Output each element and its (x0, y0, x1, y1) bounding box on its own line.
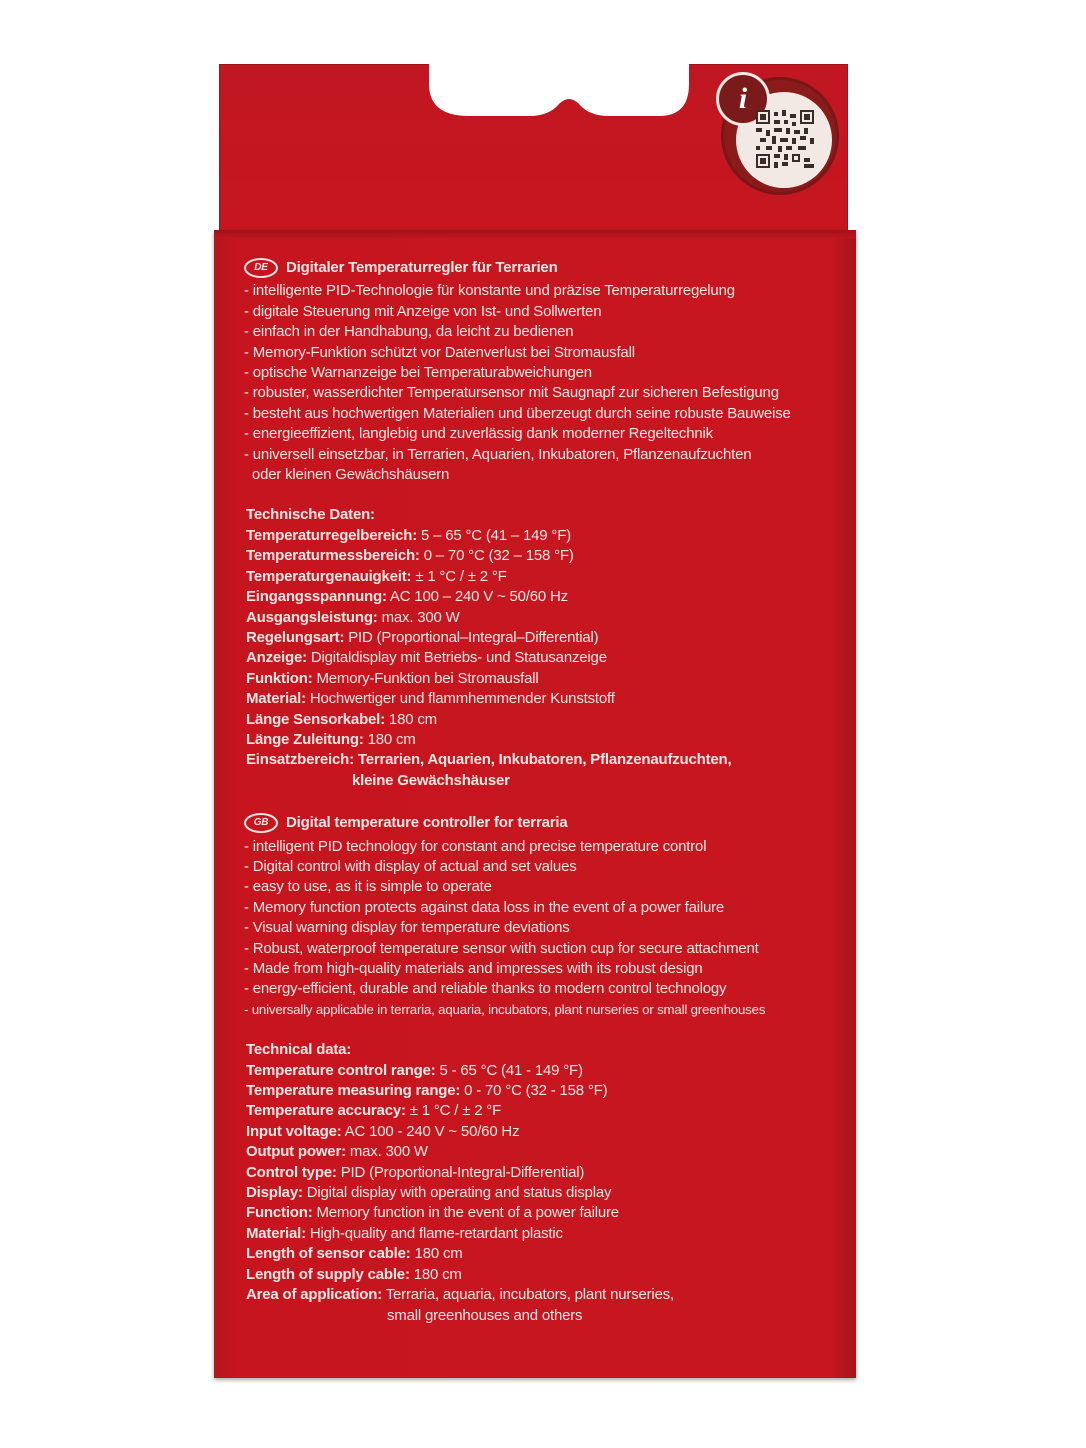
spec-row (246, 689, 836, 709)
info-qr-badge (724, 80, 836, 192)
spec-key: Output power: (246, 1143, 346, 1161)
spec-value: Terrarien, Aquarien, Inkubatoren, Pflanzenaufzuchten, (353, 751, 732, 769)
spec-row (246, 1203, 836, 1223)
spec-row (246, 1061, 836, 1081)
spec-row (246, 1122, 836, 1142)
spec-value: 180 cm (363, 730, 416, 748)
spec-row (246, 1081, 836, 1101)
spec-key: Ausgangsleistung: (246, 608, 378, 626)
spec-value: Digitaldisplay mit Betriebs- und Statusanzeige (306, 649, 607, 667)
spec-key: Control type: (246, 1163, 337, 1181)
spec-value: AC 100 - 240 V ~ 50/60 Hz (341, 1122, 520, 1140)
spec-row (246, 730, 836, 750)
list-item: - optische Warnanzeige bei Temperaturabweichungen (244, 364, 592, 382)
spec-value: 0 - 70 °C (32 - 158 °F) (460, 1082, 608, 1100)
spec-value: 180 cm (409, 1265, 462, 1283)
package-back-panel (214, 230, 856, 1378)
spec-value: PID (Proportional–Integral–Differential) (344, 628, 599, 646)
list-item: oder kleinen Gewächshäusern (244, 466, 450, 484)
spec-value: Terraria, aquaria, incubators, plant nurseries, (382, 1286, 674, 1304)
spec-key: Temperature accuracy: (246, 1102, 406, 1120)
spec-row (246, 669, 836, 689)
de-language-badge: DE (244, 258, 278, 278)
spec-key: Input voltage: (246, 1122, 342, 1140)
spec-row (246, 587, 836, 607)
spec-key: Length of sensor cable: (246, 1245, 411, 1263)
spec-key: Temperaturgenauigkeit: (246, 567, 412, 585)
spec-row (246, 1163, 836, 1183)
spec-key: Length of supply cable: (246, 1265, 410, 1283)
spec-key: Material: (246, 1224, 306, 1242)
spec-value: 180 cm (384, 710, 437, 728)
spec-key: Einsatzbereich: (246, 751, 354, 769)
list-item: - energieeffizient, langlebig und zuverlässig dank moderner Regeltechnik (244, 425, 713, 443)
list-item: - Visual warning display for temperature deviations (244, 919, 570, 937)
panel-top-edge (214, 230, 856, 238)
spec-value: ± 1 °C / ± 2 °F (411, 567, 507, 585)
de-heading (244, 258, 836, 278)
spec-value: max. 300 W (345, 1143, 428, 1161)
spec-value: max. 300 W (377, 608, 460, 626)
spec-value: Digital display with operating and status display (302, 1184, 612, 1202)
spec-row (246, 628, 836, 648)
spec-key: Temperaturregelbereich: (246, 526, 418, 544)
de-title: Digitaler Temperaturregler für Terrarien (286, 259, 558, 276)
gb-specs-list (244, 1061, 836, 1326)
spec-row (246, 1224, 836, 1244)
spec-value: AC 100 – 240 V ~ 50/60 Hz (386, 588, 568, 606)
gb-language-badge: GB (244, 813, 278, 833)
de-feature-list (244, 281, 836, 485)
spec-row (246, 710, 836, 730)
spec-row (246, 1265, 836, 1285)
spec-value-continuation: kleine Gewächshäuser (352, 771, 510, 789)
list-item: - besteht aus hochwertigen Materialien und überzeugt durch seine robuste Bauweise (244, 404, 791, 422)
spec-row (246, 1183, 836, 1203)
spec-key: Temperature control range: (246, 1061, 436, 1079)
list-item: - intelligente PID-Technologie für konstante und präzise Temperaturregelung (244, 282, 735, 300)
qr-code-icon (756, 110, 814, 168)
info-icon: i (716, 72, 770, 126)
spec-key: Funktion: (246, 669, 313, 687)
de-specs-list (244, 526, 836, 791)
spec-value: Memory-Funktion bei Stromausfall (312, 669, 539, 687)
spec-row (246, 1101, 836, 1121)
spec-value: 5 - 65 °C (41 - 149 °F) (435, 1061, 583, 1079)
list-item: - Memory-Funktion schützt vor Datenverlust bei Stromausfall (244, 343, 635, 361)
de-specs-title: Technische Daten: (246, 506, 375, 524)
package-hanger-tab (219, 64, 848, 236)
spec-row (246, 526, 836, 546)
spec-value: 180 cm (410, 1245, 463, 1263)
spec-key: Area of application: (246, 1286, 383, 1304)
gb-heading (244, 813, 836, 833)
spec-row (246, 648, 836, 668)
spec-value: PID (Proportional-Integral-Differential) (336, 1163, 585, 1181)
list-item: - digitale Steuerung mit Anzeige von Ist- und Sollwerten (244, 302, 602, 320)
spec-row (246, 1244, 836, 1264)
spec-key: Eingangsspannung: (246, 588, 387, 606)
list-item: - Memory function protects against data loss in the event of a power failure (244, 898, 725, 916)
spec-row (246, 1285, 836, 1305)
spec-row (246, 608, 836, 628)
spec-key: Anzeige: (246, 649, 307, 667)
list-item: - intelligent PID technology for constant and precise temperature control (244, 837, 707, 855)
spec-key: Regelungsart: (246, 628, 345, 646)
spec-value: ± 1 °C / ± 2 °F (405, 1102, 502, 1120)
list-item: - Robust, waterproof temperature sensor with suction cup for secure attachment (244, 939, 759, 957)
list-item: - robuster, wasserdichter Temperatursensor mit Saugnapf zur sicheren Befestigung (244, 384, 779, 402)
spec-key: Function: (246, 1204, 313, 1222)
spec-key: Temperature measuring range: (246, 1082, 461, 1100)
gb-title: Digital temperature controller for terraria (286, 814, 568, 832)
spec-key: Material: (246, 690, 306, 708)
list-item: - universell einsetzbar, in Terrarien, Aquarien, Inkubatoren, Pflanzenaufzuchten (244, 445, 752, 463)
list-item: - Made from high-quality materials and impresses with its robust design (244, 960, 703, 977)
list-item: - einfach in der Handhabung, da leicht zu bedienen (244, 323, 574, 341)
spec-value: Memory function in the event of a power failure (312, 1204, 619, 1222)
spec-row (246, 750, 836, 770)
list-item: - easy to use, as it is simple to operate (244, 878, 492, 896)
list-item: - universally applicable in terraria, aquaria, incubators, plant nurseries or small greenhouses (244, 1001, 766, 1017)
spec-row (246, 546, 836, 566)
spec-value: Hochwertiger und flammhemmender Kunststoff (305, 690, 615, 708)
spec-key: Länge Zuleitung: (246, 730, 364, 748)
gb-specs-title: Technical data: (246, 1041, 352, 1059)
spec-value: 0 – 70 °C (32 – 158 °F) (419, 547, 574, 565)
list-item: - energy-efficient, durable and reliable thanks to modern control technology (244, 980, 727, 998)
spec-row (246, 1142, 836, 1162)
spec-key: Temperaturmessbereich: (246, 547, 420, 565)
spec-key: Länge Sensorkabel: (246, 710, 385, 728)
spec-value-continuation: small greenhouses and others (387, 1306, 583, 1324)
panel-content (244, 258, 836, 1326)
spec-row (246, 567, 836, 587)
spec-value: 5 – 65 °C (41 – 149 °F) (417, 526, 571, 544)
spec-value: High-quality and flame-retardant plastic (305, 1224, 563, 1242)
gb-feature-list (244, 837, 836, 1021)
list-item: - Digital control with display of actual and set values (244, 857, 577, 875)
spec-key: Display: (246, 1184, 303, 1202)
